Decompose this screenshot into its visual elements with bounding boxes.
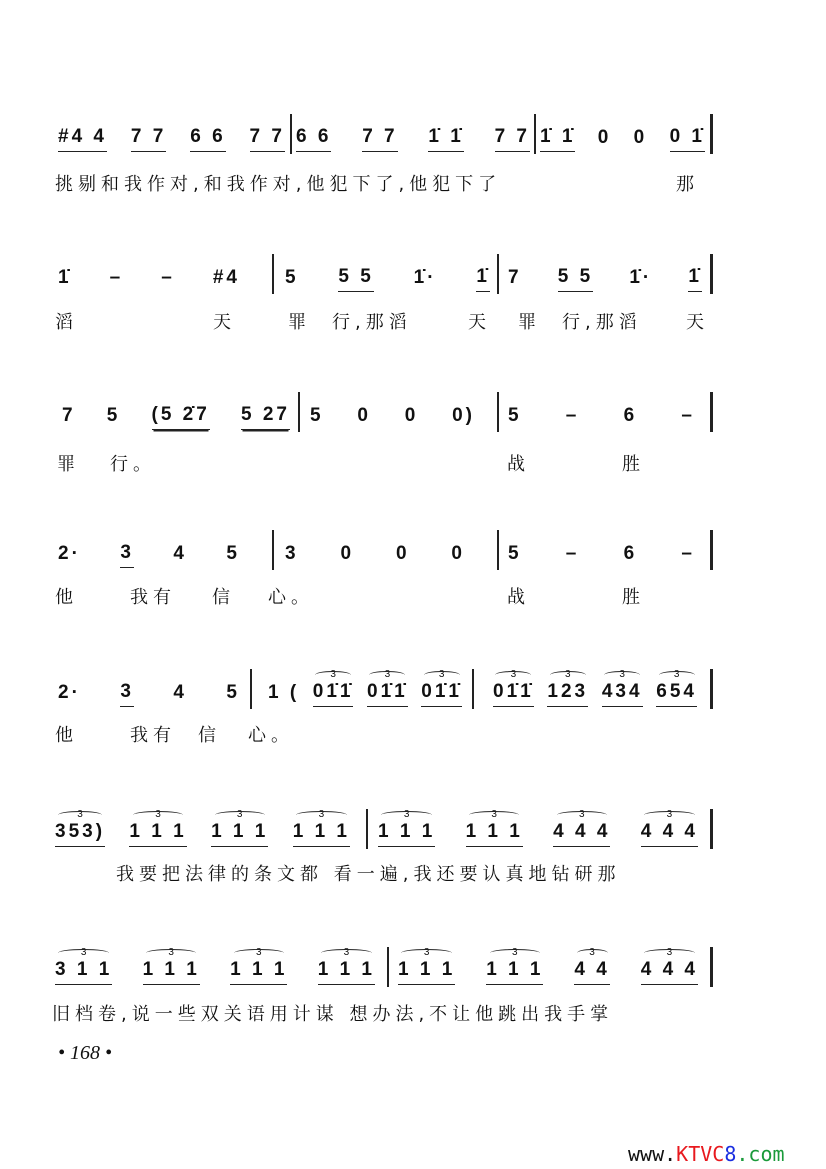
note-group: 1̇ 1̇ [540,126,575,152]
watermark-ktv: KTV [676,1142,713,1166]
lyric-text: 我要把法律的条文都 看一遍,我还要认真地钻研那 [116,864,621,885]
note-group: 0 [451,543,465,564]
barline [497,530,499,570]
triplet-note-group: 3 434 [602,681,643,707]
measure [55,817,350,847]
triplet-note-group: 3 4 4 4 [553,821,610,847]
barline [710,114,713,154]
lyric-text: 天 [213,312,236,333]
triplet-note-group: 3 654 [656,681,697,707]
measure [508,262,702,292]
note-group: #4 [212,267,240,288]
triplet-note-group: 3 01̇1̇ [367,681,408,707]
triplet-note-group: 3 01̇1̇ [421,681,462,707]
note-group: 6 6 [190,126,225,152]
measure [285,262,490,292]
watermark-8: 8 [724,1142,737,1166]
measure [540,122,705,152]
note-group: 7 [508,267,522,288]
lyric-text: 行,那滔 [332,312,412,333]
notation-line [0,677,826,707]
measure [378,817,698,847]
triplet-note-group: 3 1 1 1 [378,821,435,847]
note-group: 4 [173,682,187,703]
watermark-prefix: www. [628,1142,677,1166]
triplet-note-group: 3 1 1 1 [211,821,268,847]
note-group: 2· [58,682,81,703]
lyric-text: 胜 [622,454,645,475]
triplet-note-group: 3 3 1 1 [55,959,112,985]
watermark-suffix: .com [736,1142,785,1166]
note-group: 1̇ [688,266,702,292]
note-group: 1 ( [268,682,300,703]
triplet-note-group: 3 1 1 1 [143,959,200,985]
notation-line [0,262,826,292]
note-group: 3 [120,542,134,568]
triplet-note-group: 3 4 4 [574,959,609,985]
measure [55,955,375,985]
lyric-text: 挑剔和我作对,和我作对,他犯下了,他犯下了 [55,174,502,195]
measure [58,262,240,292]
barline [387,947,389,987]
page-number: • 168 • [58,1042,113,1064]
barline [497,392,499,432]
note-group: 0) [452,405,475,426]
note-group: – [109,267,124,288]
barline [250,669,252,709]
note-group: 1̇ 1̇ [428,126,463,152]
lyric-text: 天 [468,312,491,333]
note-group: 7 7 [250,126,285,152]
triplet-note-group: 3 4 4 4 [641,821,698,847]
measure [310,400,475,430]
note-group: 7 7 [362,126,397,152]
note-group: 7 7 [495,126,530,152]
watermark-c: C [712,1142,725,1166]
note-group: 0 [357,405,371,426]
triplet-note-group: 3 1 1 1 [129,821,186,847]
measure [58,122,285,152]
barline [710,669,713,709]
barline [710,254,713,294]
lyric-text: 行。 [110,454,156,475]
lyric-text: 战 [507,587,530,608]
barline [272,254,274,294]
note-group: 5 [285,267,299,288]
lyric-text: 那 [676,174,699,195]
lyric-text: 行,那滔 [562,312,642,333]
lyric-text: 信 [198,725,221,746]
measure [58,677,240,707]
measure [493,677,697,707]
barline [497,254,499,294]
lyric-text: 我有 [130,587,176,608]
measure [508,538,695,568]
lyric-text: 他 [55,587,78,608]
lyric-text: 心。 [268,587,314,608]
triplet-note-group: 3 1 1 1 [486,959,543,985]
measure [508,400,695,430]
triplet-note-group: 3 1 1 1 [318,959,375,985]
note-group: 5 5 [338,266,373,292]
barline [290,114,292,154]
note-group: 7 [62,405,76,426]
triplet-note-group: 3 01̇1̇ [493,681,534,707]
barline [366,809,368,849]
note-group: – [161,267,175,288]
watermark [628,1142,785,1166]
barline [534,114,536,154]
note-group: 4 [173,543,187,564]
note-group: 0 [404,405,419,426]
note-group: 5 27 [241,404,290,430]
note-group: 1̇· [413,267,437,288]
notation-line [0,817,826,847]
measure [268,677,462,707]
lyric-text: 罪 [57,454,80,475]
note-group: 7 7 [131,126,166,152]
note-group: #4 4 [58,126,107,152]
note-group: 0 [395,543,410,564]
triplet-note-group: 3 123 [547,681,588,707]
note-group: 3 [285,543,299,564]
note-group: – [681,543,695,564]
lyric-text: 我有 [130,725,176,746]
note-group: 0 [340,543,355,564]
triplet-note-group: 3 1 1 1 [466,821,523,847]
note-group: – [565,543,580,564]
lyric-text: 战 [507,454,530,475]
note-group: 6 [623,405,638,426]
measure [398,955,698,985]
triplet-note-group: 3 01̇1̇ [313,681,354,707]
note-group: 1̇ [476,266,490,292]
lyric-text: 他 [55,725,78,746]
barline [298,392,300,432]
measure [296,122,530,152]
barline [710,530,713,570]
note-group: – [565,405,580,426]
lyric-text: 罪 [518,312,541,333]
barline [710,809,713,849]
notation-line [0,955,826,985]
lyric-text: 心。 [248,725,294,746]
note-group: 5 [226,682,240,703]
notation-line [0,400,826,430]
measure [285,538,465,568]
note-group: 0 [633,127,648,148]
lyric-text: 胜 [622,587,645,608]
barline [710,392,713,432]
note-group: 5 [508,405,522,426]
note-group: 0 1̇ [670,126,705,152]
note-group: 5 5 [558,266,593,292]
note-group: 1̇ [58,267,72,288]
note-group: 2· [58,543,81,564]
barline [710,947,713,987]
triplet-note-group: 3 4 4 4 [641,959,698,985]
note-group: 6 6 [296,126,331,152]
note-group: 5 [226,543,240,564]
lyric-text: 滔 [55,312,78,333]
triplet-note-group: 3 1 1 1 [230,959,287,985]
barline [472,669,474,709]
lyric-text: 天 [686,312,709,333]
note-group: 1̇· [629,267,653,288]
triplet-note-group: 3 1 1 1 [398,959,455,985]
note-group: 3 [120,681,134,707]
lyric-text: 旧档卷,说一些双关语用计谋 想办法,不让他跳出我手掌 [52,1004,614,1025]
barline [272,530,274,570]
triplet-note-group: 3 353) [55,821,105,847]
notation-line [0,538,826,568]
note-group: 5 [310,405,324,426]
lyric-text: 罪 [288,312,311,333]
lyric-text: 信 [212,587,235,608]
note-group: 5 [508,543,522,564]
measure [58,538,240,568]
note-group: 5 [106,405,121,426]
triplet-note-group: 3 1 1 1 [293,821,350,847]
note-group: 0 [597,127,612,148]
measure [62,400,290,430]
notation-line [0,122,826,152]
note-group: (5 2̇7 [152,404,210,430]
note-group: 6 [623,543,638,564]
note-group: – [681,405,695,426]
